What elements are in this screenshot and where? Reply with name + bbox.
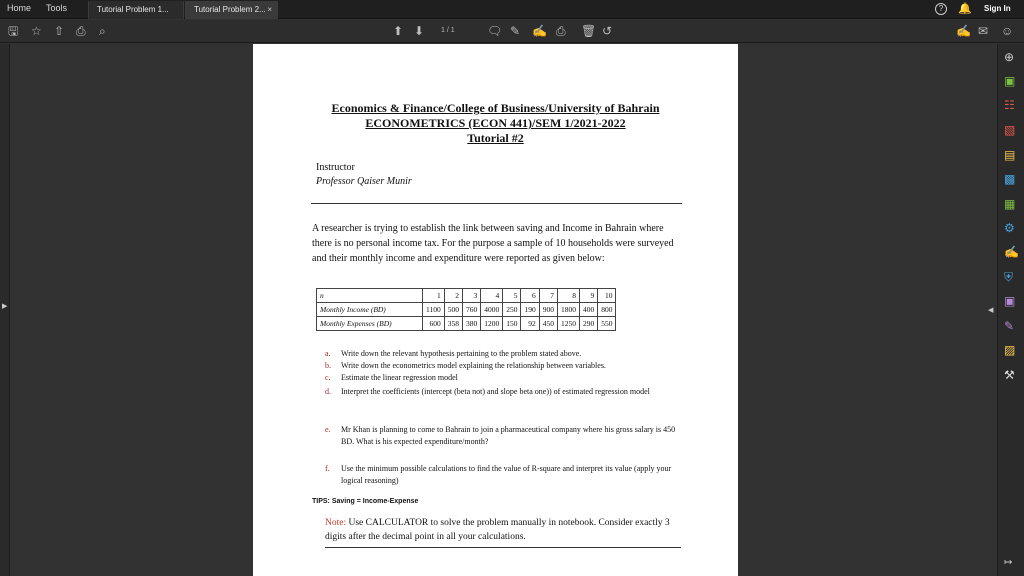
zoom-icon[interactable]: ⊕ [1004,50,1015,64]
expand-left-panel-icon[interactable]: ▶ [2,303,8,310]
question-a [325,348,685,360]
note-text: Use CALCULATOR to solve the problem manually in notebook. Consider exactly 3 digits after the decimal point in all your calculations. [325,518,670,542]
table-cell: 900 [539,303,557,317]
table-cell: 380 [462,317,480,331]
table-cell: 400 [579,303,597,317]
table-cell: 1800 [557,303,579,317]
send-for-signature-icon[interactable]: ▣ [1004,294,1016,308]
question-text: Write down the econometrics model explaining the relationship between variables. [341,361,606,370]
question-text: Use the minimum possible calculations to find the value of R-square and interpret its value (apply your logical reasoning) [341,464,672,485]
question-letter: b. [325,361,331,370]
pdf-page [253,44,738,576]
row-label: n [317,289,423,303]
divider [311,203,682,204]
comment-tool-icon[interactable]: ▤ [1004,148,1016,162]
table-cell: 4 [481,289,503,303]
protect-icon[interactable]: ⚙ [1004,221,1015,235]
zoom-search-icon[interactable]: ⌕ [99,24,106,38]
tools-nav[interactable]: Tools [46,3,68,13]
question-d [325,386,685,398]
expand-panel-icon[interactable]: ↦ [1004,557,1013,568]
edit-pdf-icon[interactable]: ▨ [1004,343,1016,357]
table-cell: 5 [503,289,521,303]
problem-intro: A researcher is trying to establish the link between saving and Income in Bahrain where there is no personal income tax. For the purpose a sample of 10 households were surveyed and their monthly income and expenditure were reported as given below: [312,223,674,264]
table-cell: 2 [444,289,462,303]
question-text: Estimate the linear regression model [341,373,458,382]
tab-label: Tutorial Problem 2... [194,5,266,14]
tips-text: TIPS: Saving = Income-Expense [312,498,419,505]
question-text: Mr Khan is planning to come to Bahrain to join a pharmaceutical company where his gross salary is 450 BD. What is his expected expenditure/month? [341,425,676,446]
print-icon[interactable]: ⎙ [76,24,86,38]
page-up-icon[interactable]: ⬆ [393,24,404,38]
bell-icon[interactable]: 🔔 [958,3,972,15]
table-row-expenses [317,317,616,331]
question-letter: d. [325,387,331,396]
question-e [325,424,685,446]
instructor-label: Instructor [316,162,355,173]
table-cell: 9 [579,289,597,303]
question-letter: f. [325,464,330,473]
stamp-icon[interactable]: ⎙ [556,24,566,38]
fill-sign-icon[interactable]: ✍ [956,24,971,38]
save-icon[interactable]: 🖫 [8,24,19,38]
header-line-2: ECONOMETRICS (ECON 441)/SEM 1/2021-2022 [365,116,626,130]
upload-icon[interactable]: ⇧ [54,24,65,38]
home-nav[interactable]: Home [7,3,32,13]
fill-sign-tool-icon[interactable]: ✍ [1004,245,1019,259]
question-letter: c. [325,373,331,382]
close-icon[interactable]: × [267,5,272,14]
toolbar [0,20,1024,43]
table-cell: 358 [444,317,462,331]
create-pdf-icon[interactable]: ▣ [1004,74,1016,88]
divider [325,547,681,548]
rotate-icon[interactable]: ↺ [602,24,613,38]
compare-icon[interactable]: ▩ [1004,172,1016,186]
collapse-right-panel-icon[interactable]: ◀ [988,307,994,314]
table-cell: 8 [557,289,579,303]
page-down-icon[interactable]: ⬇ [414,24,425,38]
table-cell: 450 [539,317,557,331]
data-table [316,288,616,331]
bookmark-star-icon[interactable]: ☆ [31,24,42,38]
table-cell: 190 [521,303,539,317]
table-cell: 7 [539,289,557,303]
table-cell: 6 [521,289,539,303]
table-cell: 250 [503,303,521,317]
question-text: Write down the relevant hypothesis pertaining to the problem stated above. [341,349,582,358]
sign-in-button[interactable]: Sign In [984,4,1011,13]
question-text: Interpret the coefficients (intercept (beta not) and slope beta one)) of estimated regression model [341,387,650,396]
tab-tutorial-problem-1[interactable] [88,1,184,19]
note-label: Note: [325,518,347,528]
right-tools-panel [997,44,1024,576]
organize-pages-icon[interactable]: ☷ [1004,98,1015,112]
table-cell: 290 [579,317,597,331]
table-cell: 150 [503,317,521,331]
header-line-1: Economics & Finance/College of Business/University of Bahrain [331,101,660,115]
note [325,516,683,544]
table-cell: 760 [462,303,480,317]
user-icon[interactable]: ☺ [1001,24,1014,38]
question-f [325,463,685,485]
table-cell: 3 [462,289,480,303]
question-c [325,372,685,384]
more-tools-icon[interactable]: ⚒ [1004,368,1015,382]
table-cell: 1250 [557,317,579,331]
shield-icon[interactable]: ⛨ [1004,270,1014,284]
table-row-n [317,289,616,303]
page-indicator[interactable]: 1 / 1 [441,27,455,34]
instructor-name: Professor Qaiser Munir [316,176,412,187]
sign-tool-icon[interactable]: ✎ [1004,319,1015,333]
comment-icon[interactable]: 🗨 [487,24,503,38]
row-label: Monthly Expenses (BD) [317,317,423,331]
table-cell: 1200 [481,317,503,331]
tab-bar [0,0,1024,19]
tab-tutorial-problem-2[interactable] [185,1,278,19]
question-letter: a. [325,349,331,358]
tab-label: Tutorial Problem 1... [97,5,169,14]
header-line-3: Tutorial #2 [467,131,524,145]
table-cell: 500 [444,303,462,317]
table-cell: 92 [521,317,539,331]
help-icon[interactable]: ? [935,3,947,15]
scan-ocr-icon[interactable]: ▦ [1004,197,1016,211]
question-b [325,360,685,372]
sign-icon[interactable]: ✍ [532,24,547,38]
row-label: Monthly Income (BD) [317,303,423,317]
question-letter: e. [325,425,331,434]
table-cell: 600 [423,317,445,331]
mail-icon[interactable]: ✉ [978,24,989,38]
table-cell: 1100 [423,303,445,317]
delete-icon[interactable]: 🗑 [581,24,597,38]
highlight-pen-icon[interactable]: ✎ [510,24,521,38]
table-row-income [317,303,616,317]
table-cell: 4000 [481,303,503,317]
table-cell: 1 [423,289,445,303]
table-cell: 10 [598,289,616,303]
left-nav-strip [0,44,10,576]
export-pdf-icon[interactable]: ▧ [1004,123,1016,137]
table-cell: 800 [598,303,616,317]
table-cell: 550 [598,317,616,331]
